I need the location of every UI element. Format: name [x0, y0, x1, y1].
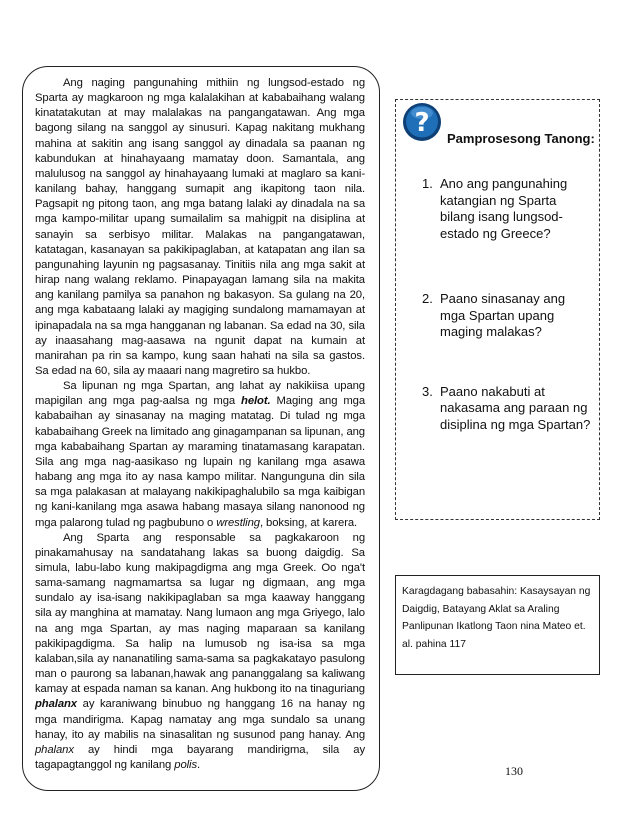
- questions-title: Pamprosesong Tanong:: [447, 131, 595, 146]
- p2-text-a: Sa lipunan ng mga Spartan, ang lahat ay nakikiisa upang mapigilan ang mga pag-aalsa ng mga: [35, 380, 365, 408]
- main-text: [35, 76, 365, 773]
- question-text: Ano ang pangunahing katangian ng Sparta bilang isang lungsod-estado ng Greece?: [440, 176, 568, 241]
- question-item: [402, 176, 592, 242]
- p3-text-c: ay hindi mga bayarang mandirigma, sila ay tagapagtanggol ng kanilang: [35, 743, 365, 772]
- helot-term: helot.: [241, 395, 271, 408]
- p2-text-b: Maging ang mga kababaihan ay sinasanay na maging matatag. Di tulad ng mga kababaihang Greek na limitado ang ginagampanan sa lipunan, ang mga kababaihang Spartan ay maraming tinatamasang karapatan. Sila ang mga nag-aasikaso ng lupain ng kanilang mga asawa habang ang mga ito ay nasa kampo militar. Nangunguna din sila sa mga palakasan at malayang nakikipaghalubilo sa mga kaibigan ng kani-kanilang mga asawa habang masaya silang nanonood ng mga palarong tulad ng pagbubuno o: [35, 395, 366, 529]
- page-number: 130: [505, 764, 523, 778]
- question-mark-icon: [402, 102, 442, 142]
- reference-box: Karagdagang babasahin: Kasaysayan ng Daigdig, Batayang Aklat sa Araling Panlipunan Ikatlong Taon nina Mateo et. al. pahina 117: [395, 575, 600, 675]
- question-item: [402, 384, 592, 434]
- p3-text-b: ay karaniwang binubuo ng hanggang 16 na hanay ng mga mandirigma. Kapag namatay ang mga sundalo sa unang hanay, ito ay mabilis na sinasalitan ng susunod pang hanay. Ang: [35, 698, 365, 741]
- p3-text-d: .: [197, 759, 201, 772]
- phalanx-term: phalanx: [35, 698, 77, 711]
- questions-list: [402, 176, 592, 433]
- p2-text-c: , boksing, at karera.: [259, 516, 358, 529]
- polis-term: polis: [174, 759, 197, 772]
- paragraph-3: [35, 531, 365, 774]
- question-number: 2.: [422, 291, 433, 306]
- question-item: [402, 291, 592, 341]
- svg-text:?: ?: [414, 108, 430, 138]
- paragraph-2: [35, 379, 365, 531]
- question-number: 3.: [422, 383, 433, 399]
- phalanx-term-2: phalanx: [35, 743, 74, 756]
- question-number: 1.: [422, 176, 433, 191]
- p3-text-a: Ang Sparta ang responsable sa pagkakaroon ng pinakamahusay na sandatahang lakas sa buong daigdig. Sa simula, labu-labo kung makipagdigma ang mga Greek. Oo nga't sama-samang nagmamartsa sa lugar ng digmaan, ang mga sundalo ay isa-isang nakikipaglaban sa mga kaaway hanggang sila ay manghina at mamatay. Nang lumaon ang mga Griyego, lalo na ang mga Spartan, ay mas naging maparaan sa kanilang pakikipagdigma. Sa halip na lumusob ng isa-isa sa mga kalaban,sila ay nananatiling sama-sama sa pagkakatayo pasulong man o paurong sa labanan,hawak ang pananggalang sa kaliwang kamay at espada naman sa kanan. Ang hukbong ito na tinaguriang: [35, 531, 365, 696]
- question-text: Paano nakabuti at nakasama ang paraan ng disiplina ng mga Spartan?: [440, 383, 591, 432]
- paragraph-1: Ang naging pangunahing mithiin ng lungsod-estado ng Sparta ay magkaroon ng mga kalalakihan at kababaihang walang kinatatakutan at may malalakas na pangangatawan. Ang mga bagong silang na sanggol ay sinusuri. Kapag nakitang mukhang mahina at sakitin ang isang sanggol ay dinadala sa paanan ng kabundukan at hinahayaang mamatay doon. Samantala, ang malulusog na sanggol ay hinahayaang lumaki at maglaro sa kani-kanilang bahay, hanggang sumapit ang ikapitong taon nila. Pagsapit ng pitong taon, ang mga batang lalaki ay dinadala na sa mga kampo-militar upang sumailalim sa mahigpit na disiplina at sanayin sa serbisyo militar. Malakas na pangangatawan, katatagan, kasanayan sa pakikipaglaban, at katapatan ang ilan sa pangunahing layunin ng pagsasanay. Tinitiis nila ang mga sakit at hirap nang walang reklamo. Pinapayagan lamang sila na makita ang kanilang pamilya sa panahon ng bakasyon. Sa gulang na 20, ang mga kabataang lalaki ay magiging sundalong mamamayan at ipinapadala na sa mga hangganan ng labanan. Sa edad na 30, sila ay inaasahang mag-aasawa na ngunit dapat na kumain at manirahan pa rin sa kampo, kung saan hahati na sila sa gastos. Sa edad na 60, sila ay maaari nang magretiro sa hukbo.: [35, 77, 365, 377]
- question-text: Paano sinasanay ang mga Spartan upang maging malakas?: [440, 291, 566, 339]
- wrestling-term: wrestling: [216, 516, 260, 529]
